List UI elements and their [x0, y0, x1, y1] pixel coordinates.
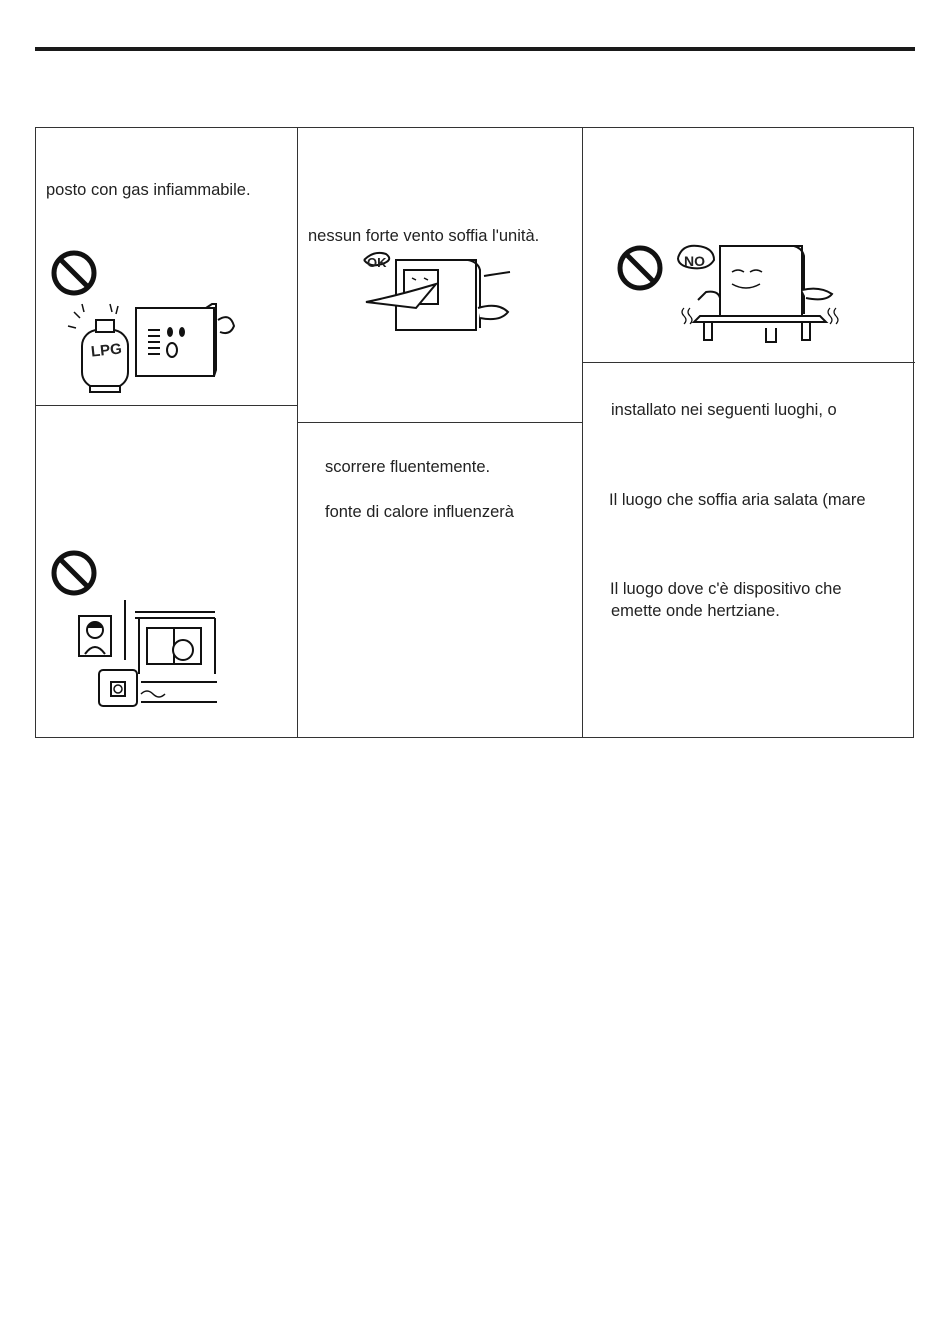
places-line-2: Il luogo che soffia aria salata (mare	[609, 491, 866, 509]
prohibited-icon	[616, 244, 666, 294]
kitchen-illustration	[75, 598, 225, 718]
flow-line-2: fonte di calore influenzerà	[325, 503, 514, 521]
column-divider	[297, 128, 298, 737]
prohibited-icon	[50, 249, 100, 299]
places-line-1: installato nei seguenti luoghi, o	[611, 401, 837, 419]
no-label: NO	[684, 253, 705, 269]
row-divider	[297, 422, 582, 423]
lpg-label: LPG	[90, 340, 123, 361]
places-line-4: emette onde hertziane.	[611, 602, 780, 620]
places-line-3: Il luogo dove c'è dispositivo che	[610, 580, 842, 598]
wind-caption: nessun forte vento soffia l'unità.	[308, 227, 540, 245]
header-rule	[35, 47, 915, 51]
gas-caption: posto con gas infiammabile.	[46, 181, 251, 199]
gas-tank-illustration	[60, 300, 250, 400]
flow-line-1: scorrere fluentemente.	[325, 458, 491, 476]
column-divider	[582, 128, 583, 737]
prohibited-icon	[50, 549, 100, 599]
ok-label: OK	[367, 255, 387, 270]
row-divider	[36, 405, 297, 406]
row-divider	[582, 362, 915, 363]
